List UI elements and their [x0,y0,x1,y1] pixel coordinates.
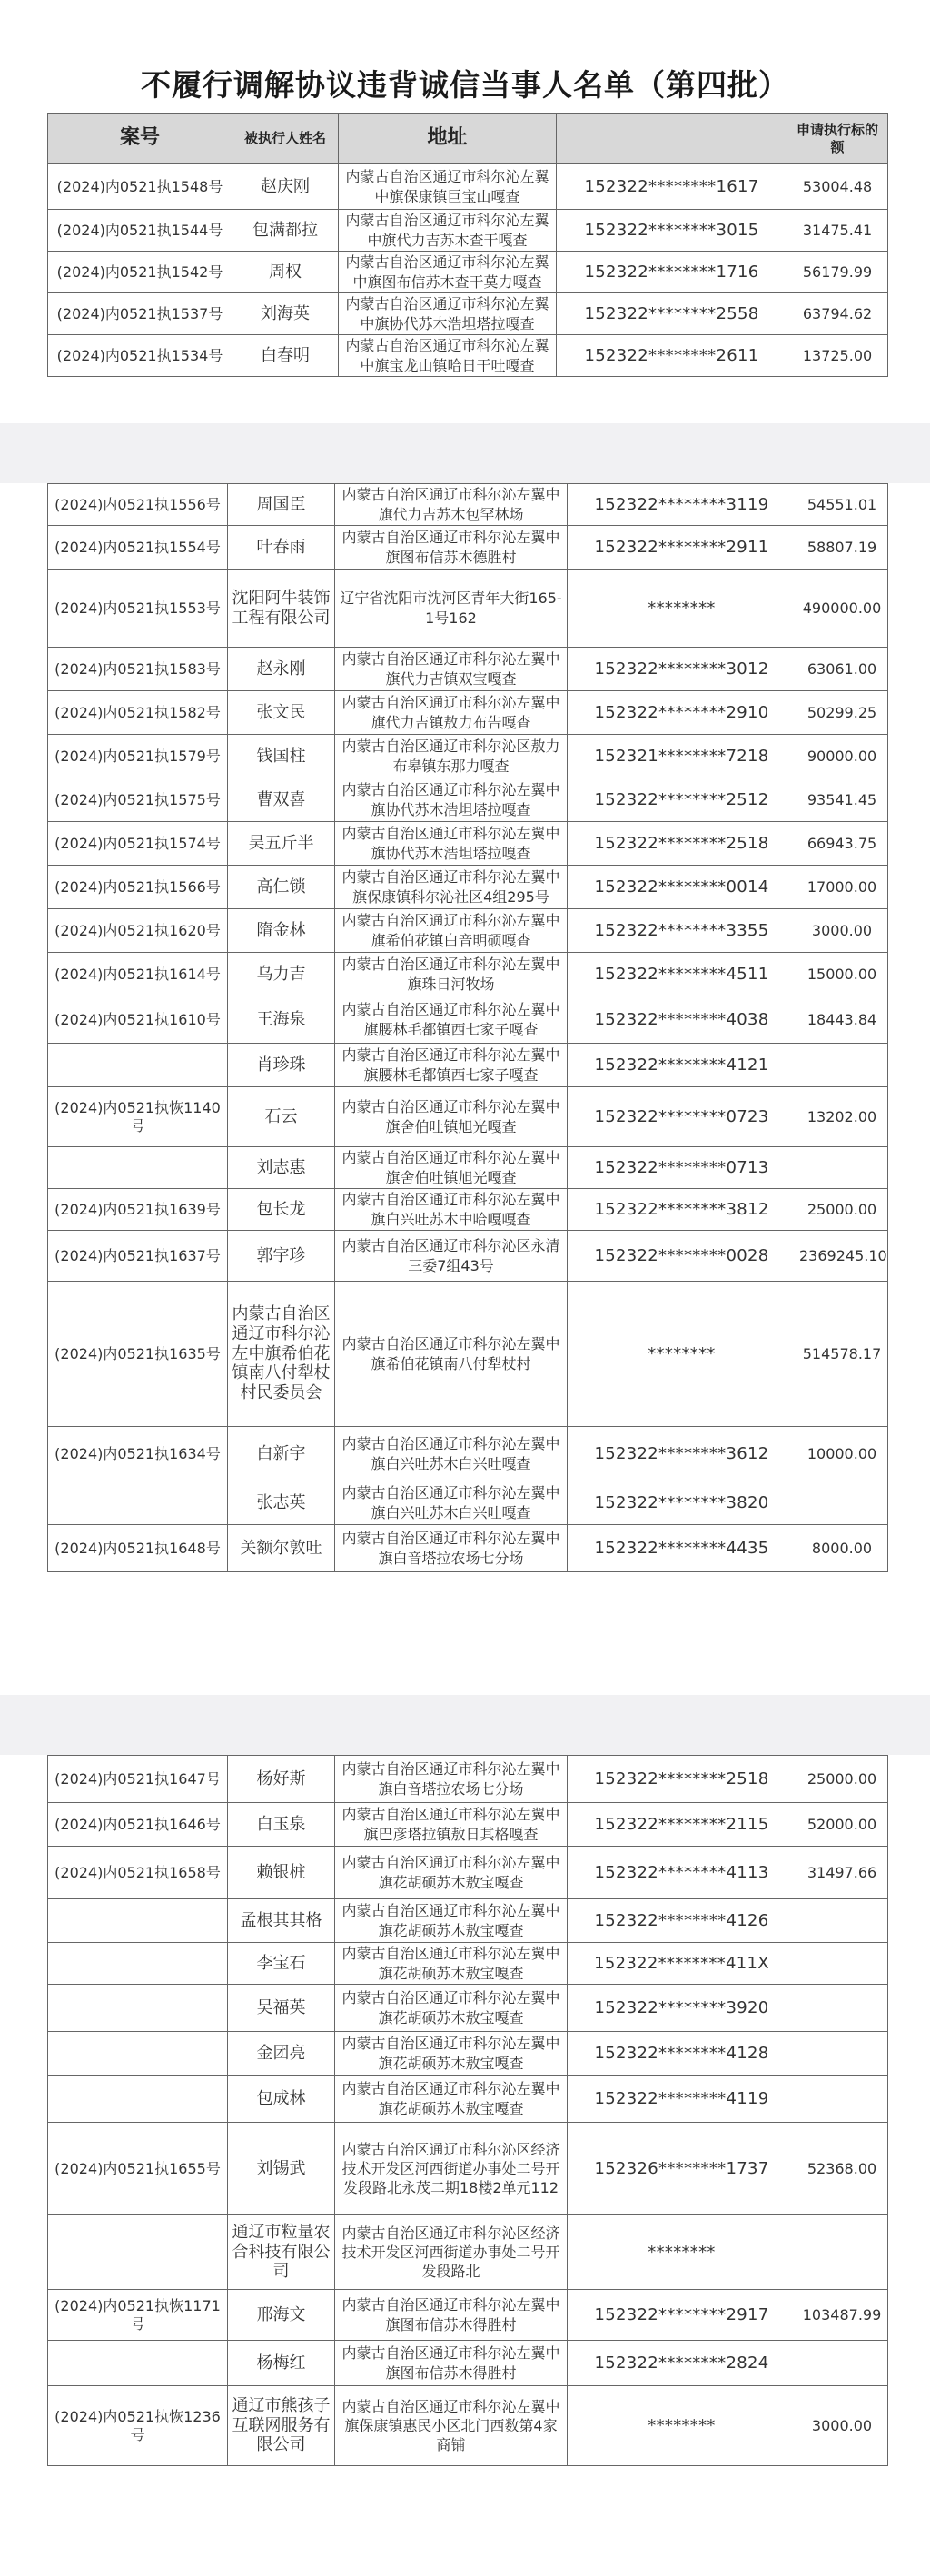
address-cell: 内蒙古自治区通辽市科尔沁区永清三委7组43号 [335,1231,568,1282]
address-cell: 内蒙古自治区通辽市科尔沁左翼中旗巴彦塔拉镇敖日其格嘎查 [335,1803,568,1847]
person-name-cell: 叶春雨 [228,526,335,570]
table-row [48,335,888,377]
case-number-cell: (2024)内0521执1574号 [48,822,228,866]
table-row [48,2290,888,2341]
table-row [48,1189,888,1231]
case-number-cell: (2024)内0521执1553号 [48,570,228,648]
id-number-cell: 152322********411X [568,1943,796,1985]
id-number-cell: 152322********3012 [568,648,796,691]
person-name-cell: 杨好斯 [228,1756,335,1803]
address-cell: 内蒙古自治区通辽市科尔沁左翼中旗保康镇巨宝山嘎查 [339,164,557,210]
address-cell: 内蒙古自治区通辽市科尔沁左翼中旗花胡硕苏木敖宝嘎查 [335,1985,568,2032]
table-row [48,570,888,648]
case-number-cell: (2024)内0521执1646号 [48,1803,228,1847]
address-cell: 内蒙古自治区通辽市科尔沁左翼中旗保康镇惠民小区北门西数第4家商铺 [335,2386,568,2466]
person-name-cell: 孟根其其格 [228,1899,335,1943]
amount-cell: 52368.00 [796,2123,888,2215]
address-cell: 内蒙古自治区通辽市科尔沁左翼中旗代力吉镇双宝嘎查 [335,648,568,691]
amount-cell [796,2032,888,2076]
person-name-cell: 肖珍珠 [228,1044,335,1087]
header-id [557,114,787,164]
address-cell: 内蒙古自治区通辽市科尔沁左翼中旗协代苏木浩坦塔拉嘎查 [339,293,557,335]
id-number-cell: 152322********2115 [568,1803,796,1847]
case-number-cell: (2024)内0521执1635号 [48,1282,228,1427]
table-row [48,1756,888,1803]
amount-cell: 18443.84 [796,996,888,1044]
case-number-cell [48,1147,228,1189]
address-cell: 内蒙古自治区通辽市科尔沁左翼中旗希伯花镇白音明硕嘎查 [335,909,568,953]
id-number-cell: 152322********1617 [557,164,787,210]
person-name-cell: 白新宇 [228,1427,335,1481]
page-title: 不履行调解协议违背诚信当事人名单（第四批） [141,67,789,103]
case-number-cell: (2024)内0521执1537号 [48,293,232,335]
id-number-cell: 152326********1737 [568,2123,796,2215]
person-name-cell: 赖银桩 [228,1847,335,1899]
table-row [48,252,888,293]
table-row [48,1231,888,1282]
amount-cell: 31497.66 [796,1847,888,1899]
id-number-cell: 152322********4113 [568,1847,796,1899]
case-number-cell: (2024)内0521执1582号 [48,691,228,735]
case-number-cell [48,1044,228,1087]
case-number-cell: (2024)内0521执1634号 [48,1427,228,1481]
person-name-cell: 沈阳阿牛装饰工程有限公司 [228,570,335,648]
amount-cell: 93541.45 [796,778,888,822]
id-number-cell: 152322********3920 [568,1985,796,2032]
amount-cell [796,2341,888,2386]
case-number-cell: (2024)内0521执1554号 [48,526,228,570]
amount-cell [796,1147,888,1189]
amount-cell: 15000.00 [796,953,888,996]
case-number-cell: (2024)内0521执1566号 [48,866,228,909]
person-name-cell: 王海泉 [228,996,335,1044]
address-cell: 内蒙古自治区通辽市科尔沁左翼中旗花胡硕苏木敖宝嘎查 [335,1943,568,1985]
case-number-cell [48,1899,228,1943]
amount-cell [796,1985,888,2032]
address-cell: 内蒙古自治区通辽市科尔沁左翼中旗腰林毛都镇西七家子嘎查 [335,996,568,1044]
id-number-cell: 152322********3355 [568,909,796,953]
amount-cell: 490000.00 [796,570,888,648]
table-header-row [48,114,888,164]
address-cell: 内蒙古自治区通辽市科尔沁左翼中旗图布信苏木查干莫力嘎查 [339,252,557,293]
amount-cell: 66943.75 [796,822,888,866]
table-row [48,1803,888,1847]
table-row [48,484,888,526]
address-cell: 内蒙古自治区通辽市科尔沁左翼中旗白兴吐苏木白兴吐嘎查 [335,1427,568,1481]
id-number-cell: ******** [568,570,796,648]
address-cell: 内蒙古自治区通辽市科尔沁左翼中旗白兴吐苏木中哈嘎嘎查 [335,1189,568,1231]
address-cell: 内蒙古自治区通辽市科尔沁左翼中旗代力吉苏木查干嘎查 [339,210,557,252]
person-name-cell: 张文民 [228,691,335,735]
amount-cell: 56179.99 [787,252,888,293]
table-row [48,822,888,866]
table-row [48,1847,888,1899]
id-number-cell: ******** [568,2215,796,2290]
table-row [48,1899,888,1943]
person-name-cell: 包长龙 [228,1189,335,1231]
person-name-cell: 金团亮 [228,2032,335,2076]
person-name-cell: 包成林 [228,2076,335,2123]
address-cell: 内蒙古自治区通辽市科尔沁左翼中旗代力吉镇敖力布告嘎查 [335,691,568,735]
id-number-cell: 152322********4126 [568,1899,796,1943]
address-cell: 内蒙古自治区通辽市科尔沁区经济技术开发区河西街道办事处二号开发段路北永茂二期18楼2单元112 [335,2123,568,2215]
case-number-cell: (2024)内0521执1548号 [48,164,232,210]
person-name-cell: 杨梅红 [228,2341,335,2386]
header-address: 地址 [339,114,557,164]
person-name-cell: 刘志惠 [228,1147,335,1189]
amount-cell [796,2076,888,2123]
amount-cell [796,1481,888,1525]
id-number-cell: 152322********3119 [568,484,796,526]
case-number-cell: (2024)内0521执1583号 [48,648,228,691]
table-row [48,691,888,735]
person-name-cell: 乌力吉 [228,953,335,996]
amount-cell: 90000.00 [796,735,888,778]
id-number-cell: 152322********2518 [568,822,796,866]
id-number-cell: 152322********2512 [568,778,796,822]
case-number-cell [48,2032,228,2076]
address-cell: 内蒙古自治区通辽市科尔沁左翼中旗图布信苏木德胜村 [335,526,568,570]
address-cell: 内蒙古自治区通辽市科尔沁区敖力布皋镇东那力嘎查 [335,735,568,778]
person-name-cell: 吴福英 [228,1985,335,2032]
address-cell: 内蒙古自治区通辽市科尔沁左翼中旗图布信苏木得胜村 [335,2341,568,2386]
table-row [48,210,888,252]
case-number-cell: (2024)内0521执1542号 [48,252,232,293]
id-number-cell: 152322********0028 [568,1231,796,1282]
person-name-cell: 钱国柱 [228,735,335,778]
case-number-cell: (2024)内0521执1658号 [48,1847,228,1899]
address-cell: 内蒙古自治区通辽市科尔沁左翼中旗花胡硕苏木敖宝嘎查 [335,2032,568,2076]
person-name-cell: 吴五斤半 [228,822,335,866]
person-name-cell: 高仁锁 [228,866,335,909]
id-number-cell: 152322********0723 [568,1087,796,1147]
person-name-cell: 通辽市粒量农合科技有限公司 [228,2215,335,2290]
person-name-cell: 刘锡武 [228,2123,335,2215]
table-row [48,996,888,1044]
person-name-cell: 郭宇珍 [228,1231,335,1282]
amount-cell: 2369245.10 [796,1231,888,1282]
list-table-section-3 [47,1755,888,2466]
id-number-cell: 152322********2824 [568,2341,796,2386]
table-row [48,1044,888,1087]
table-row [48,526,888,570]
person-name-cell: 白玉泉 [228,1803,335,1847]
amount-cell: 25000.00 [796,1756,888,1803]
case-number-cell: (2024)内0521执1579号 [48,735,228,778]
address-cell: 内蒙古自治区通辽市科尔沁左翼中旗协代苏木浩坦塔拉嘎查 [335,778,568,822]
id-number-cell: 152322********4511 [568,953,796,996]
table-row [48,2386,888,2466]
table-row [48,909,888,953]
amount-cell [796,2215,888,2290]
person-name-cell: 内蒙古自治区通辽市科尔沁左中旗希伯花镇南八付犁杖村民委员会 [228,1282,335,1427]
amount-cell: 52000.00 [796,1803,888,1847]
amount-cell: 31475.41 [787,210,888,252]
table-row [48,648,888,691]
id-number-cell: 152322********2558 [557,293,787,335]
case-number-cell [48,2076,228,2123]
amount-cell [796,1044,888,1087]
amount-cell: 13725.00 [787,335,888,377]
table-row [48,1282,888,1427]
id-number-cell: 152322********0713 [568,1147,796,1189]
amount-cell: 63794.62 [787,293,888,335]
id-number-cell: 152322********2917 [568,2290,796,2341]
address-cell: 内蒙古自治区通辽市科尔沁左翼中旗舍伯吐镇旭光嘎查 [335,1147,568,1189]
id-number-cell: 152322********2911 [568,526,796,570]
id-number-cell: 152322********3820 [568,1481,796,1525]
address-cell: 内蒙古自治区通辽市科尔沁左翼中旗花胡硕苏木敖宝嘎查 [335,1847,568,1899]
id-number-cell: ******** [568,2386,796,2466]
address-cell: 内蒙古自治区通辽市科尔沁左翼中旗图布信苏木得胜村 [335,2290,568,2341]
address-cell: 内蒙古自治区通辽市科尔沁左翼中旗珠日河牧场 [335,953,568,996]
table-row [48,2215,888,2290]
case-number-cell: (2024)内0521执1639号 [48,1189,228,1231]
address-cell: 内蒙古自治区通辽市科尔沁左翼中旗白音塔拉农场七分场 [335,1525,568,1572]
table-row [48,1087,888,1147]
address-cell: 辽宁省沈阳市沈河区青年大街165-1号162 [335,570,568,648]
id-number-cell: 152322********4119 [568,2076,796,2123]
case-number-cell: (2024)内0521执1610号 [48,996,228,1044]
case-number-cell: (2024)内0521执1655号 [48,2123,228,2215]
id-number-cell: 152322********4435 [568,1525,796,1572]
id-number-cell: 152322********3612 [568,1427,796,1481]
address-cell: 内蒙古自治区通辽市科尔沁左翼中旗花胡硕苏木敖宝嘎查 [335,1899,568,1943]
amount-cell: 25000.00 [796,1189,888,1231]
case-number-cell: (2024)内0521执恢1171号 [48,2290,228,2341]
address-cell: 内蒙古自治区通辽市科尔沁左翼中旗宝龙山镇哈日干吐嘎查 [339,335,557,377]
person-name-cell: 刘海英 [232,293,339,335]
table-row [48,1943,888,1985]
table-row [48,2032,888,2076]
table-row [48,2341,888,2386]
person-name-cell: 通辽市熊孩子互联网服务有限公司 [228,2386,335,2466]
case-number-cell [48,1985,228,2032]
id-number-cell: 152322********2518 [568,1756,796,1803]
address-cell: 内蒙古自治区通辽市科尔沁左翼中旗协代苏木浩坦塔拉嘎查 [335,822,568,866]
id-number-cell: 152322********3812 [568,1189,796,1231]
case-number-cell: (2024)内0521执1544号 [48,210,232,252]
address-cell: 内蒙古自治区通辽市科尔沁左翼中旗希伯花镇南八付犁杖村 [335,1282,568,1427]
case-number-cell: (2024)内0521执1534号 [48,335,232,377]
amount-cell: 53004.48 [787,164,888,210]
table-row [48,866,888,909]
list-table-section-1 [47,113,888,377]
table-row [48,1481,888,1525]
id-number-cell: 152322********1716 [557,252,787,293]
id-number-cell: 152321********7218 [568,735,796,778]
table-row [48,1427,888,1481]
table-row [48,735,888,778]
amount-cell: 58807.19 [796,526,888,570]
amount-cell: 54551.01 [796,484,888,526]
amount-cell: 103487.99 [796,2290,888,2341]
person-name-cell: 赵永刚 [228,648,335,691]
case-number-cell: (2024)内0521执恢1140号 [48,1087,228,1147]
amount-cell: 17000.00 [796,866,888,909]
amount-cell: 514578.17 [796,1282,888,1427]
person-name-cell: 周权 [232,252,339,293]
person-name-cell: 赵庆刚 [232,164,339,210]
case-number-cell: (2024)内0521执1556号 [48,484,228,526]
table-row [48,1985,888,2032]
case-number-cell: (2024)内0521执恢1236号 [48,2386,228,2466]
person-name-cell: 隋金林 [228,909,335,953]
amount-cell: 8000.00 [796,1525,888,1572]
id-number-cell: 152322********0014 [568,866,796,909]
page-divider [0,1695,930,1755]
id-number-cell: 152322********2910 [568,691,796,735]
amount-cell: 3000.00 [796,2386,888,2466]
case-number-cell: (2024)内0521执1637号 [48,1231,228,1282]
case-number-cell [48,2215,228,2290]
id-number-cell: 152322********4128 [568,2032,796,2076]
address-cell: 内蒙古自治区通辽市科尔沁左翼中旗白音塔拉农场七分场 [335,1756,568,1803]
person-name-cell: 包满都拉 [232,210,339,252]
id-number-cell: 152322********2611 [557,335,787,377]
table-row [48,1147,888,1189]
person-name-cell: 周国臣 [228,484,335,526]
id-number-cell: 152322********4121 [568,1044,796,1087]
person-name-cell: 曹双喜 [228,778,335,822]
id-number-cell: 152322********3015 [557,210,787,252]
address-cell: 内蒙古自治区通辽市科尔沁左翼中旗代力吉苏木包罕林场 [335,484,568,526]
table-row [48,293,888,335]
id-number-cell: ******** [568,1282,796,1427]
list-table-section-2 [47,483,888,1572]
amount-cell [796,1943,888,1985]
amount-cell: 10000.00 [796,1427,888,1481]
case-number-cell [48,2341,228,2386]
address-cell: 内蒙古自治区通辽市科尔沁左翼中旗舍伯吐镇旭光嘎查 [335,1087,568,1147]
case-number-cell: (2024)内0521执1648号 [48,1525,228,1572]
table-row [48,953,888,996]
case-number-cell [48,1943,228,1985]
person-name-cell: 邢海文 [228,2290,335,2341]
amount-cell [796,1899,888,1943]
address-cell: 内蒙古自治区通辽市科尔沁左翼中旗保康镇科尔沁社区4组295号 [335,866,568,909]
address-cell: 内蒙古自治区通辽市科尔沁区经济技术开发区河西街道办事处二号开发段路北 [335,2215,568,2290]
table-row [48,2123,888,2215]
person-name-cell: 石云 [228,1087,335,1147]
header-amount: 申请执行标的额 [787,114,888,164]
table-row [48,164,888,210]
address-cell: 内蒙古自治区通辽市科尔沁左翼中旗腰林毛都镇西七家子嘎查 [335,1044,568,1087]
case-number-cell [48,1481,228,1525]
case-number-cell: (2024)内0521执1575号 [48,778,228,822]
header-case: 案号 [48,114,232,164]
case-number-cell: (2024)内0521执1620号 [48,909,228,953]
address-cell: 内蒙古自治区通辽市科尔沁左翼中旗花胡硕苏木敖宝嘎查 [335,2076,568,2123]
person-name-cell: 白春明 [232,335,339,377]
amount-cell: 50299.25 [796,691,888,735]
case-number-cell: (2024)内0521执1647号 [48,1756,228,1803]
person-name-cell: 关额尔敦吐 [228,1525,335,1572]
table-row [48,2076,888,2123]
case-number-cell: (2024)内0521执1614号 [48,953,228,996]
person-name-cell: 李宝石 [228,1943,335,1985]
amount-cell: 3000.00 [796,909,888,953]
header-name: 被执行人姓名 [232,114,339,164]
person-name-cell: 张志英 [228,1481,335,1525]
address-cell: 内蒙古自治区通辽市科尔沁左翼中旗白兴吐苏木白兴吐嘎查 [335,1481,568,1525]
table-row [48,778,888,822]
page-divider [0,423,930,483]
amount-cell: 63061.00 [796,648,888,691]
table-row [48,1525,888,1572]
id-number-cell: 152322********4038 [568,996,796,1044]
amount-cell: 13202.00 [796,1087,888,1147]
